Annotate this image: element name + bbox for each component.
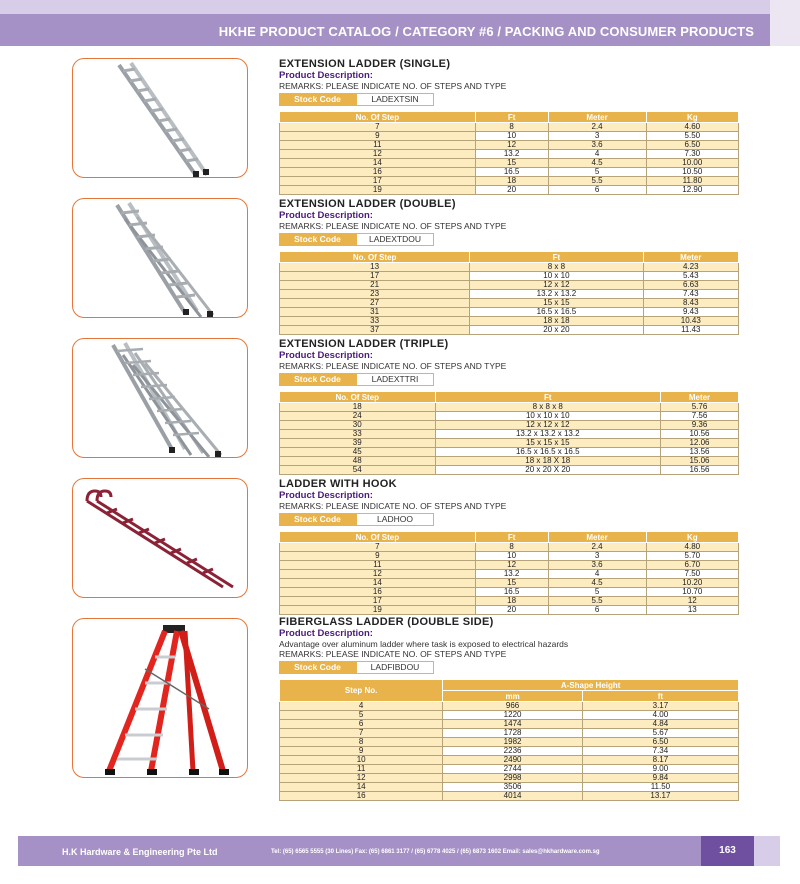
- product-description-label: Product Description:: [279, 628, 373, 639]
- table-cell: 15 x 15 x 15: [435, 439, 660, 448]
- table-cell: 14: [280, 783, 443, 792]
- contact-info: Tel: (65) 6565 5555 (30 Lines) Fax: (65) 6861 3177 / (65) 6778 4025 / (65) 6873 1602 Email: sales@hkhardware.com.sg: [271, 849, 600, 855]
- table-cell: 17: [280, 272, 470, 281]
- stock-code-label: Stock Code: [279, 93, 356, 106]
- table-cell: 4.00: [582, 711, 738, 720]
- table-cell: 2236: [443, 747, 583, 756]
- table-cell: 5.67: [582, 729, 738, 738]
- product-image-frame: [72, 618, 248, 778]
- table-cell: 15: [475, 159, 548, 168]
- product-title: EXTENSION LADDER (SINGLE): [279, 58, 451, 70]
- table-cell: 2490: [443, 756, 583, 765]
- table-row: [280, 403, 739, 412]
- table-cell: 1220: [443, 711, 583, 720]
- table-cell: 4.84: [582, 720, 738, 729]
- product-image-frame: [72, 338, 248, 458]
- stock-code-row: [279, 373, 739, 386]
- aluminium-ladder-image: [73, 59, 248, 178]
- table-cell: 10.20: [646, 579, 738, 588]
- table-cell: 5: [280, 711, 443, 720]
- table-row: [280, 326, 739, 335]
- table-row: [280, 792, 739, 801]
- table-row: [280, 466, 739, 475]
- stock-code-label: Stock Code: [279, 513, 356, 526]
- product-info: [279, 198, 739, 335]
- table-cell: 1728: [443, 729, 583, 738]
- page-footer: [18, 836, 701, 866]
- table-cell: 8 x 8: [470, 263, 643, 272]
- table-cell: 4.80: [646, 543, 738, 552]
- column-header: No. Of Step: [280, 532, 476, 543]
- table-cell: 2998: [443, 774, 583, 783]
- table-cell: 3.6: [548, 141, 646, 150]
- table-cell: 19: [280, 606, 476, 615]
- table-cell: 17: [280, 177, 476, 186]
- table-cell: 16.5 x 16.5: [470, 308, 643, 317]
- table-cell: 8: [475, 123, 548, 132]
- product-image-frame: [72, 478, 248, 598]
- column-header: ft: [582, 691, 738, 702]
- table-cell: 4: [280, 702, 443, 711]
- table-cell: 4.5: [548, 159, 646, 168]
- table-cell: 12: [280, 150, 476, 159]
- table-cell: 5.5: [548, 597, 646, 606]
- table-cell: 13.2: [475, 150, 548, 159]
- column-header: Kg: [646, 532, 738, 543]
- table-cell: 15.06: [661, 457, 739, 466]
- table-cell: 10.50: [646, 168, 738, 177]
- table-cell: 16: [280, 168, 476, 177]
- product-image-frame: [72, 198, 248, 318]
- table-row: [280, 421, 739, 430]
- table-cell: 18 x 18: [470, 317, 643, 326]
- table-cell: 12: [475, 561, 548, 570]
- table-cell: 20 x 20: [470, 326, 643, 335]
- table-cell: 9: [280, 747, 443, 756]
- product-info: [279, 338, 739, 475]
- top-right-band: [770, 0, 800, 46]
- table-cell: 3.6: [548, 561, 646, 570]
- top-bar: [0, 0, 800, 46]
- table-cell: 5.76: [661, 403, 739, 412]
- table-cell: 18: [475, 597, 548, 606]
- table-cell: 10: [475, 132, 548, 141]
- table-cell: 11.80: [646, 177, 738, 186]
- table-cell: 6.63: [643, 281, 738, 290]
- table-cell: 15: [475, 579, 548, 588]
- table-cell: 4014: [443, 792, 583, 801]
- table-cell: 9.36: [661, 421, 739, 430]
- table-cell: 6.50: [646, 141, 738, 150]
- table-cell: 17: [280, 597, 476, 606]
- table-cell: 10.70: [646, 588, 738, 597]
- table-row: [280, 317, 739, 326]
- table-cell: 13.2: [475, 570, 548, 579]
- table-cell: 5.50: [646, 132, 738, 141]
- table-cell: 23: [280, 290, 470, 299]
- product-title: LADDER WITH HOOK: [279, 478, 397, 490]
- table-cell: 6: [548, 606, 646, 615]
- stock-code-label: Stock Code: [279, 233, 356, 246]
- column-header: Meter: [661, 392, 739, 403]
- table-cell: 48: [280, 457, 436, 466]
- table-cell: 7: [280, 729, 443, 738]
- table-cell: 11: [280, 561, 476, 570]
- table-cell: 16.5: [475, 168, 548, 177]
- table-cell: 8.43: [643, 299, 738, 308]
- table-cell: 14: [280, 579, 476, 588]
- table-cell: 18: [280, 403, 436, 412]
- table-cell: 1474: [443, 720, 583, 729]
- table-cell: 12.06: [661, 439, 739, 448]
- table-cell: 5.5: [548, 177, 646, 186]
- top-band: [0, 0, 770, 14]
- table-cell: 3.17: [582, 702, 738, 711]
- group-header: A-Shape Height: [443, 680, 739, 691]
- page-header: HKHE PRODUCT CATALOG / CATEGORY #6 / PACKING AND CONSUMER PRODUCTS: [0, 14, 770, 46]
- table-cell: 966: [443, 702, 583, 711]
- table-cell: 8.17: [582, 756, 738, 765]
- table-cell: 13: [646, 606, 738, 615]
- table-row: [280, 448, 739, 457]
- stock-code-row: [279, 233, 739, 246]
- table-row: [280, 299, 739, 308]
- stock-code-row: [279, 93, 739, 106]
- table-cell: 5.70: [646, 552, 738, 561]
- page-number: 163: [701, 836, 754, 866]
- table-cell: 16: [280, 792, 443, 801]
- table-cell: 2744: [443, 765, 583, 774]
- table-cell: 7.50: [646, 570, 738, 579]
- column-header: No. Of Step: [280, 112, 476, 123]
- table-cell: 7.30: [646, 150, 738, 159]
- product-description-label: Product Description:: [279, 210, 373, 221]
- spec-table: [279, 391, 739, 475]
- table-row: [280, 272, 739, 281]
- table-row: [280, 606, 739, 615]
- product-info: [279, 58, 739, 195]
- table-cell: 13: [280, 263, 470, 272]
- column-header: Meter: [548, 532, 646, 543]
- table-row: [280, 263, 739, 272]
- column-header: Ft: [470, 252, 643, 263]
- table-cell: 12: [280, 570, 476, 579]
- table-cell: 1982: [443, 738, 583, 747]
- column-header: Ft: [475, 532, 548, 543]
- table-cell: 7.34: [582, 747, 738, 756]
- table-cell: 10.56: [661, 430, 739, 439]
- product-remarks: REMARKS: PLEASE INDICATE NO. OF STEPS AND TYPE: [279, 501, 507, 511]
- spec-table: [279, 251, 739, 335]
- table-cell: 16.56: [661, 466, 739, 475]
- stock-code-value: LADEXTDOU: [356, 233, 434, 246]
- aluminium-ladder-double-image: [73, 199, 248, 318]
- column-header: Step No.: [280, 680, 443, 702]
- table-cell: 7: [280, 123, 476, 132]
- table-cell: 54: [280, 466, 436, 475]
- product-remarks: REMARKS: PLEASE INDICATE NO. OF STEPS AND TYPE: [279, 221, 507, 231]
- stock-code-value: LADFIBDOU: [356, 661, 434, 674]
- table-row: [280, 457, 739, 466]
- table-row: [280, 308, 739, 317]
- table-row: [280, 412, 739, 421]
- table-row: [280, 430, 739, 439]
- table-cell: 4: [548, 570, 646, 579]
- table-cell: 6: [548, 186, 646, 195]
- stock-code-value: LADEXTSIN: [356, 93, 434, 106]
- table-cell: 27: [280, 299, 470, 308]
- table-cell: 10.43: [643, 317, 738, 326]
- product-description-label: Product Description:: [279, 70, 373, 81]
- table-cell: 18 x 18 X 18: [435, 457, 660, 466]
- table-cell: 12.90: [646, 186, 738, 195]
- stock-code-value: LADHOO: [356, 513, 434, 526]
- table-cell: 7.43: [643, 290, 738, 299]
- product-remarks: REMARKS: PLEASE INDICATE NO. OF STEPS AND TYPE: [279, 81, 507, 91]
- stock-code-label: Stock Code: [279, 661, 356, 674]
- table-cell: 12: [646, 597, 738, 606]
- table-cell: 12: [280, 774, 443, 783]
- table-cell: 18: [475, 177, 548, 186]
- table-cell: 9.43: [643, 308, 738, 317]
- table-cell: 6.50: [582, 738, 738, 747]
- aluminium-ladder-triple-image: [73, 339, 248, 458]
- stock-code-value: LADEXTTRI: [356, 373, 434, 386]
- table-cell: 8 x 8 x 8: [435, 403, 660, 412]
- table-cell: 13.2 x 13.2 x 13.2: [435, 430, 660, 439]
- table-cell: 37: [280, 326, 470, 335]
- table-cell: 9: [280, 552, 476, 561]
- table-cell: 8: [280, 738, 443, 747]
- table-cell: 4.60: [646, 123, 738, 132]
- table-cell: 20 x 20 X 20: [435, 466, 660, 475]
- table-cell: 10 x 10: [470, 272, 643, 281]
- column-header: mm: [443, 691, 583, 702]
- table-cell: 20: [475, 186, 548, 195]
- table-cell: 33: [280, 317, 470, 326]
- table-cell: 5: [548, 588, 646, 597]
- table-cell: 11.50: [582, 783, 738, 792]
- product-info: [279, 616, 739, 801]
- spec-table: [279, 679, 739, 801]
- product-info: [279, 478, 739, 615]
- table-cell: 16.5 x 16.5 x 16.5: [435, 448, 660, 457]
- column-header: Meter: [643, 252, 738, 263]
- table-cell: 19: [280, 186, 476, 195]
- table-row: [280, 290, 739, 299]
- table-cell: 33: [280, 430, 436, 439]
- table-cell: 39: [280, 439, 436, 448]
- table-cell: 30: [280, 421, 436, 430]
- table-cell: 3: [548, 552, 646, 561]
- table-cell: 9.00: [582, 765, 738, 774]
- stock-code-row: [279, 661, 739, 674]
- table-cell: 24: [280, 412, 436, 421]
- table-cell: 10: [280, 756, 443, 765]
- spec-table: [279, 531, 739, 615]
- table-cell: 11: [280, 141, 476, 150]
- column-header: Meter: [548, 112, 646, 123]
- product-advantage: Advantage over aluminum ladder where task is exposed to electrical hazards: [279, 639, 569, 649]
- hook-ladder-image: [73, 479, 248, 598]
- table-cell: 11: [280, 765, 443, 774]
- table-cell: 9: [280, 132, 476, 141]
- table-cell: 16.5: [475, 588, 548, 597]
- table-cell: 2.4: [548, 543, 646, 552]
- table-cell: 3506: [443, 783, 583, 792]
- table-cell: 20: [475, 606, 548, 615]
- table-cell: 6.70: [646, 561, 738, 570]
- product-remarks: REMARKS: PLEASE INDICATE NO. OF STEPS AND TYPE: [279, 649, 507, 659]
- table-cell: 13.2 x 13.2: [470, 290, 643, 299]
- product-title: EXTENSION LADDER (TRIPLE): [279, 338, 449, 350]
- product-remarks: REMARKS: PLEASE INDICATE NO. OF STEPS AND TYPE: [279, 361, 507, 371]
- table-cell: 6: [280, 720, 443, 729]
- spec-table: [279, 111, 739, 195]
- table-cell: 10 x 10 x 10: [435, 412, 660, 421]
- stock-code-row: [279, 513, 739, 526]
- table-cell: 9.84: [582, 774, 738, 783]
- column-header: Kg: [646, 112, 738, 123]
- table-cell: 3: [548, 132, 646, 141]
- table-cell: 13.56: [661, 448, 739, 457]
- table-cell: 14: [280, 159, 476, 168]
- column-header: No. Of Step: [280, 392, 436, 403]
- table-cell: 31: [280, 308, 470, 317]
- table-cell: 8: [475, 543, 548, 552]
- table-cell: 5: [548, 168, 646, 177]
- table-cell: 12: [475, 141, 548, 150]
- column-header: Ft: [475, 112, 548, 123]
- table-row: [280, 186, 739, 195]
- table-cell: 12 x 12 x 12: [435, 421, 660, 430]
- product-description-label: Product Description:: [279, 350, 373, 361]
- table-cell: 2.4: [548, 123, 646, 132]
- table-cell: 15 x 15: [470, 299, 643, 308]
- table-cell: 4.23: [643, 263, 738, 272]
- product-title: EXTENSION LADDER (DOUBLE): [279, 198, 456, 210]
- column-header: Ft: [435, 392, 660, 403]
- table-row: [280, 281, 739, 290]
- table-cell: 5.43: [643, 272, 738, 281]
- table-cell: 4.5: [548, 579, 646, 588]
- column-header: No. Of Step: [280, 252, 470, 263]
- table-cell: 4: [548, 150, 646, 159]
- table-row: [280, 439, 739, 448]
- footer-right-band: [754, 836, 780, 866]
- table-cell: 7: [280, 543, 476, 552]
- company-name: H.K Hardware & Engineering Pte Ltd: [62, 847, 218, 857]
- table-cell: 7.56: [661, 412, 739, 421]
- table-cell: 11.43: [643, 326, 738, 335]
- fiberglass-ladder-image: [73, 619, 248, 778]
- table-cell: 12 x 12: [470, 281, 643, 290]
- table-cell: 21: [280, 281, 470, 290]
- table-cell: 16: [280, 588, 476, 597]
- table-cell: 45: [280, 448, 436, 457]
- product-image-frame: [72, 58, 248, 178]
- table-cell: 10.00: [646, 159, 738, 168]
- stock-code-label: Stock Code: [279, 373, 356, 386]
- table-cell: 13.17: [582, 792, 738, 801]
- table-cell: 10: [475, 552, 548, 561]
- product-title: FIBERGLASS LADDER (DOUBLE SIDE): [279, 616, 494, 628]
- product-description-label: Product Description:: [279, 490, 373, 501]
